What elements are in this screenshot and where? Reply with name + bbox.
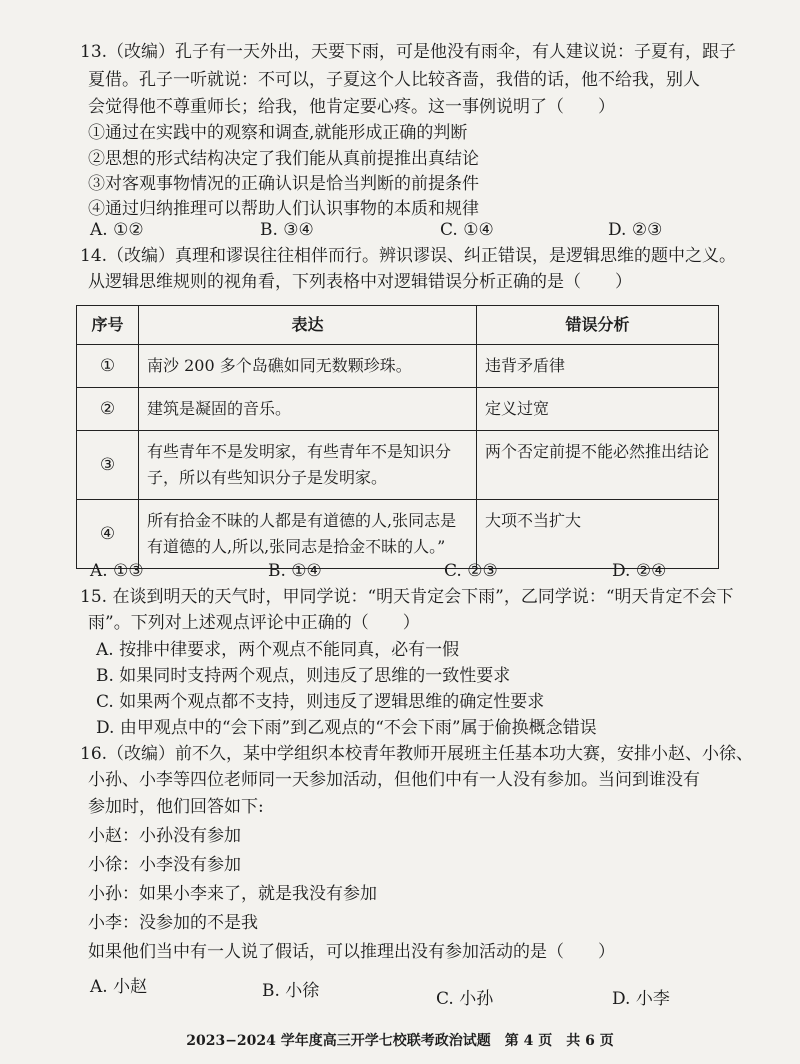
q16-option-d[interactable]: D. 小李	[612, 989, 670, 1009]
q16-stem-question: 如果他们当中有一人说了假话，可以推理出没有参加活动的是（ ）	[88, 942, 615, 962]
q13-options	[0, 220, 800, 246]
q14-stem-line-2: 从逻辑思维规则的视角看，下列表格中对逻辑错误分析正确的是（ ）	[88, 272, 632, 292]
row-number: ④	[77, 500, 139, 569]
q16-option-a[interactable]: A. 小赵	[90, 977, 148, 997]
header-expression: 表达	[139, 306, 477, 345]
q16-answer-sun: 小孙：如果小李来了，就是我没有参加	[88, 884, 377, 904]
row-analysis: 定义过宽	[477, 388, 719, 431]
header-number: 序号	[77, 306, 139, 345]
q13-option-a[interactable]: A. ①②	[90, 220, 144, 240]
q15-stem-line-1: 15. 在谈到明天的天气时，甲同学说：“明天肯定会下雨”，乙同学说：“明天肯定不会下	[80, 587, 734, 607]
q13-stem-line-2: 夏借。孔子一听就说：不可以，子夏这个人比较吝啬，我借的话，他不给我，别人	[88, 70, 700, 90]
q13-item-4: ④通过归纳推理可以帮助人们认识事物的本质和规律	[88, 199, 479, 219]
q13-option-c[interactable]: C. ①④	[440, 220, 494, 240]
table-header-row	[77, 306, 719, 345]
row-analysis: 违背矛盾律	[477, 345, 719, 388]
q14-option-c[interactable]: C. ②③	[444, 561, 498, 581]
q16-stem-line-2: 小孙、小李等四位老师同一天参加活动，但他们中有一人没有参加。当问到谁没有	[88, 770, 700, 790]
q16-options	[0, 972, 800, 1009]
q16-option-c[interactable]: C. 小孙	[436, 989, 494, 1009]
q15-stem-line-2: 雨”。下列对上述观点评论中正确的（ ）	[88, 613, 420, 633]
q13-item-1: ①通过在实践中的观察和调查,就能形成正确的判断	[88, 123, 468, 143]
table-row	[77, 500, 719, 569]
table-row	[77, 345, 719, 388]
table-row	[77, 388, 719, 431]
error-analysis-table	[76, 305, 719, 569]
q16-answer-zhao: 小赵：小孙没有参加	[88, 826, 241, 846]
q16-option-b[interactable]: B. 小徐	[262, 981, 320, 1001]
row-number: ①	[77, 345, 139, 388]
row-expression: 所有拾金不昧的人都是有道德的人,张同志是有道德的人,所以,张同志是拾金不昧的人。”	[139, 500, 477, 569]
q16-stem-line-1: 16.（改编）前不久，某中学组织本校青年教师开展班主任基本功大赛，安排小赵、小徐、	[80, 744, 754, 764]
row-expression: 有些青年不是发明家，有些青年不是知识分子，所以有些知识分子是发明家。	[139, 431, 477, 500]
q14-option-a[interactable]: A. ①③	[90, 561, 144, 581]
q16-answer-li: 小李：没参加的不是我	[88, 913, 258, 933]
q14-stem-line-1: 14.（改编）真理和谬误往往相伴而行。辨识谬误、纠正错误，是逻辑思维的题中之义。	[80, 246, 737, 266]
row-number: ③	[77, 431, 139, 500]
q15-choice-c[interactable]: C. 如果两个观点都不支持，则违反了逻辑思维的确定性要求	[96, 692, 545, 712]
q13-option-d[interactable]: D. ②③	[608, 220, 663, 240]
q15-choice-a[interactable]: A. 按排中律要求，两个观点不能同真，必有一假	[96, 640, 460, 660]
q13-item-3: ③对客观事物情况的正确认识是恰当判断的前提条件	[88, 174, 479, 194]
table-row	[77, 431, 719, 500]
q15-choice-d[interactable]: D. 由甲观点中的“会下雨”到乙观点的“不会下雨”属于偷换概念错误	[96, 718, 597, 738]
row-expression: 建筑是凝固的音乐。	[139, 388, 477, 431]
page-footer: 2023−2024 学年度高三开学七校联考政治试题 第 4 页 共 6 页	[186, 1033, 614, 1049]
row-number: ②	[77, 388, 139, 431]
row-expression: 南沙 200 多个岛礁如同无数颗珍珠。	[139, 345, 477, 388]
q15-choice-b[interactable]: B. 如果同时支持两个观点，则违反了思维的一致性要求	[96, 666, 511, 686]
q14-options	[0, 561, 800, 587]
row-analysis: 两个否定前提不能必然推出结论	[477, 431, 719, 500]
q13-stem-line-3: 会觉得他不尊重师长；给我，他肯定要心疼。这一事例说明了（ ）	[88, 97, 615, 117]
q14-option-d[interactable]: D. ②④	[612, 561, 667, 581]
q16-stem-line-3: 参加时，他们回答如下:	[88, 797, 264, 817]
q13-option-b[interactable]: B. ③④	[260, 220, 314, 240]
header-analysis: 错误分析	[477, 306, 719, 345]
q14-option-b[interactable]: B. ①④	[268, 561, 322, 581]
q13-item-2: ②思想的形式结构决定了我们能从真前提推出真结论	[88, 149, 479, 169]
row-analysis: 大项不当扩大	[477, 500, 719, 569]
q16-answer-xu: 小徐：小李没有参加	[88, 855, 241, 875]
q13-stem-line-1: 13.（改编）孔子有一天外出，天要下雨，可是他没有雨伞，有人建议说：子夏有，跟子	[80, 42, 737, 62]
